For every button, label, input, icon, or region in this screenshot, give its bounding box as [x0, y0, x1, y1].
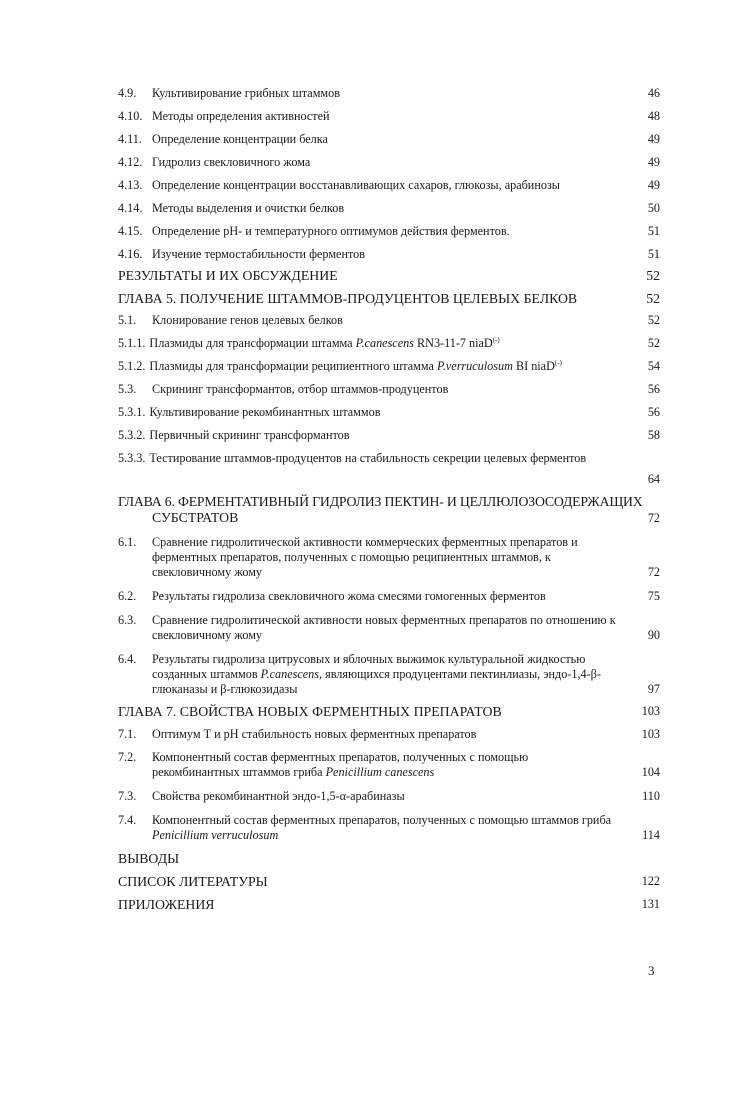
toc-title: Свойства рекомбинантной эндо-1,5-α-арабиназы — [152, 789, 405, 803]
toc-title: Гидролиз свекловичного жома — [152, 155, 311, 169]
toc-entry-6-2 — [118, 589, 660, 604]
toc-entry-7-3 — [118, 789, 660, 804]
toc-page: 49 — [647, 178, 660, 192]
toc-entry-4-16 — [118, 247, 660, 262]
toc-title: РЕЗУЛЬТАТЫ И ИХ ОБСУЖДЕНИЕ — [118, 268, 338, 283]
toc-entry-7-2 — [118, 750, 660, 780]
toc-entry-5-3-3 — [118, 451, 660, 487]
toc-page: 51 — [647, 224, 660, 238]
toc-number: 5.1. — [118, 313, 137, 327]
toc-page: 58 — [647, 428, 660, 442]
toc-page: 75 — [647, 589, 660, 603]
toc-heading-references — [118, 873, 660, 890]
toc-entry-7-1 — [118, 727, 660, 742]
toc-page: 90 — [647, 628, 660, 642]
toc-entry-6-1 — [118, 535, 660, 580]
toc-number: 5.1.1. — [118, 336, 146, 350]
toc-heading-chapter-7 — [118, 703, 660, 720]
toc-page: 72 — [647, 565, 660, 579]
toc-number: 6.1. — [118, 535, 137, 549]
toc-title: Плазмиды для трансформации реципиентного штамма P.verruculosum BI niaD(-) — [149, 359, 562, 373]
toc-number: 5.3.2. — [118, 428, 146, 442]
toc-title: Компонентный состав ферментных препаратов, полученных с помощью штаммов гриба Penicillium verruculosum — [152, 813, 612, 842]
toc-page: 110 — [642, 789, 660, 803]
toc-title: Сравнение гидролитической активности коммерческих ферментных препаратов и ферментных препаратов, полученных с помощью реципиентных штаммов, к свекловичному жому — [152, 535, 578, 579]
toc-page: 52 — [647, 313, 660, 327]
toc-title: Культивирование рекомбинантных штаммов — [149, 405, 381, 419]
toc-number: 5.3.1. — [118, 405, 146, 419]
table-of-contents — [118, 86, 660, 913]
toc-entry-4-13 — [118, 178, 660, 193]
toc-title: Методы определения активностей — [152, 109, 330, 123]
toc-number: 6.2. — [118, 589, 137, 603]
toc-page: 131 — [641, 897, 660, 911]
toc-page: 50 — [647, 201, 660, 215]
toc-title: ВЫВОДЫ — [118, 851, 180, 866]
toc-page: 122 — [641, 874, 660, 888]
toc-page: 49 — [647, 132, 660, 146]
toc-title: Оптимум Т и pH стабильность новых ферментных препаратов — [152, 727, 477, 741]
toc-heading-conclusions — [118, 850, 660, 867]
toc-entry-6-3 — [118, 613, 660, 643]
toc-entry-4-11 — [118, 132, 660, 147]
toc-page: 97 — [647, 682, 660, 696]
toc-title: Результаты гидролиза свекловичного жома смесями гомогенных ферментов — [152, 589, 546, 603]
toc-page: 46 — [647, 86, 660, 100]
toc-title: Определение pH- и температурного оптимумов действия ферментов. — [152, 224, 510, 238]
page-number: 3 — [648, 963, 655, 978]
toc-title: ПРИЛОЖЕНИЯ — [118, 897, 215, 912]
toc-page: 54 — [647, 359, 660, 373]
toc-page: 49 — [647, 155, 660, 169]
toc-number: 4.16. — [118, 247, 143, 261]
toc-number: 6.4. — [118, 652, 137, 666]
toc-number: 4.13. — [118, 178, 143, 192]
toc-number: 4.15. — [118, 224, 143, 238]
toc-page: 51 — [647, 247, 660, 261]
toc-number: 7.3. — [118, 789, 137, 803]
toc-number: 5.3.3. — [118, 451, 146, 465]
toc-heading-chapter-5 — [118, 290, 660, 307]
toc-entry-5-1 — [118, 313, 660, 328]
toc-number: 4.14. — [118, 201, 143, 215]
toc-title: Методы выделения и очистки белков — [152, 201, 345, 215]
toc-number: 4.11. — [118, 132, 142, 146]
toc-page: 103 — [641, 704, 660, 718]
toc-number: 6.3. — [118, 613, 137, 627]
toc-title: Плазмиды для трансформации штамма P.canescens RN3-11-7 niaD(-) — [149, 336, 500, 350]
toc-page: 56 — [647, 405, 660, 419]
toc-title: Изучение термостабильности ферментов — [152, 247, 366, 261]
toc-page: 56 — [647, 382, 660, 396]
toc-entry-5-3 — [118, 382, 660, 397]
toc-title: Тестирование штаммов-продуцентов на стабильность секреции целевых ферментов — [149, 451, 587, 465]
toc-entry-5-3-2 — [118, 428, 660, 443]
toc-page: 64 — [647, 472, 660, 486]
toc-entry-4-12 — [118, 155, 660, 170]
toc-title: Скрининг трансформантов, отбор штаммов-продуцентов — [152, 382, 449, 396]
toc-entry-4-14 — [118, 201, 660, 216]
toc-page: 103 — [641, 727, 660, 741]
toc-title: ГЛАВА 5. ПОЛУЧЕНИЕ ШТАММОВ-ПРОДУЦЕНТОВ ЦЕЛЕВЫХ БЕЛКОВ — [118, 291, 578, 306]
toc-page: 52 — [646, 291, 660, 306]
toc-entry-4-10 — [118, 109, 660, 124]
toc-title-line-2: СУБСТРАТОВ — [152, 510, 239, 525]
toc-entry-5-3-1 — [118, 405, 660, 420]
toc-title: Результаты гидролиза цитрусовых и яблочных выжимок культуральной жидкостью созданных штаммов P.canescens, являющихся продуцентами пектинлиазы, эндо-1,4-β-глюканазы и β-глюкозидазы — [152, 652, 601, 696]
toc-title: Определение концентрации восстанавливающих сахаров, глюкозы, арабинозы — [152, 178, 560, 192]
toc-title: Клонирование генов целевых белков — [152, 313, 343, 327]
toc-title: Определение концентрации белка — [152, 132, 328, 146]
toc-number: 4.10. — [118, 109, 143, 123]
toc-heading-chapter-6 — [118, 494, 660, 526]
toc-number: 7.4. — [118, 813, 137, 827]
toc-page: 52 — [646, 268, 660, 283]
toc-title: Первичный скрининг трансформантов — [149, 428, 350, 442]
toc-entry-4-15 — [118, 224, 660, 239]
toc-page: 114 — [642, 828, 660, 842]
toc-number: 5.3. — [118, 382, 137, 396]
toc-page: 104 — [641, 765, 660, 779]
toc-title: Культивирование грибных штаммов — [152, 86, 340, 100]
toc-title: Сравнение гидролитической активности новых ферментных препаратов по отношению к свекловичному жому — [152, 613, 616, 642]
toc-title: Компонентный состав ферментных препаратов, полученных с помощью рекомбинантных штаммов гриба Penicillium canescens — [152, 750, 529, 779]
toc-page: 72 — [647, 511, 660, 525]
toc-number: 4.12. — [118, 155, 143, 169]
toc-title-line-1: ГЛАВА 6. ФЕРМЕНТАТИВНЫЙ ГИДРОЛИЗ ПЕКТИН- И ЦЕЛЛЮЛОЗОСОДЕРЖАЩИХ — [118, 494, 643, 509]
toc-heading-appendices — [118, 896, 660, 913]
toc-entry-7-4 — [118, 813, 660, 843]
toc-page: 48 — [647, 109, 660, 123]
toc-number: 5.1.2. — [118, 359, 146, 373]
toc-title: СПИСОК ЛИТЕРАТУРЫ — [118, 874, 268, 889]
toc-heading-results — [118, 267, 660, 284]
toc-entry-5-1-2 — [118, 359, 660, 374]
toc-number: 7.2. — [118, 750, 137, 764]
toc-entry-6-4 — [118, 652, 660, 697]
toc-number: 7.1. — [118, 727, 137, 741]
toc-number: 4.9. — [118, 86, 137, 100]
toc-page: 52 — [647, 336, 660, 350]
toc-entry-5-1-1 — [118, 336, 660, 351]
toc-title: ГЛАВА 7. СВОЙСТВА НОВЫХ ФЕРМЕНТНЫХ ПРЕПАРАТОВ — [118, 704, 502, 719]
toc-entry-4-9 — [118, 86, 660, 101]
